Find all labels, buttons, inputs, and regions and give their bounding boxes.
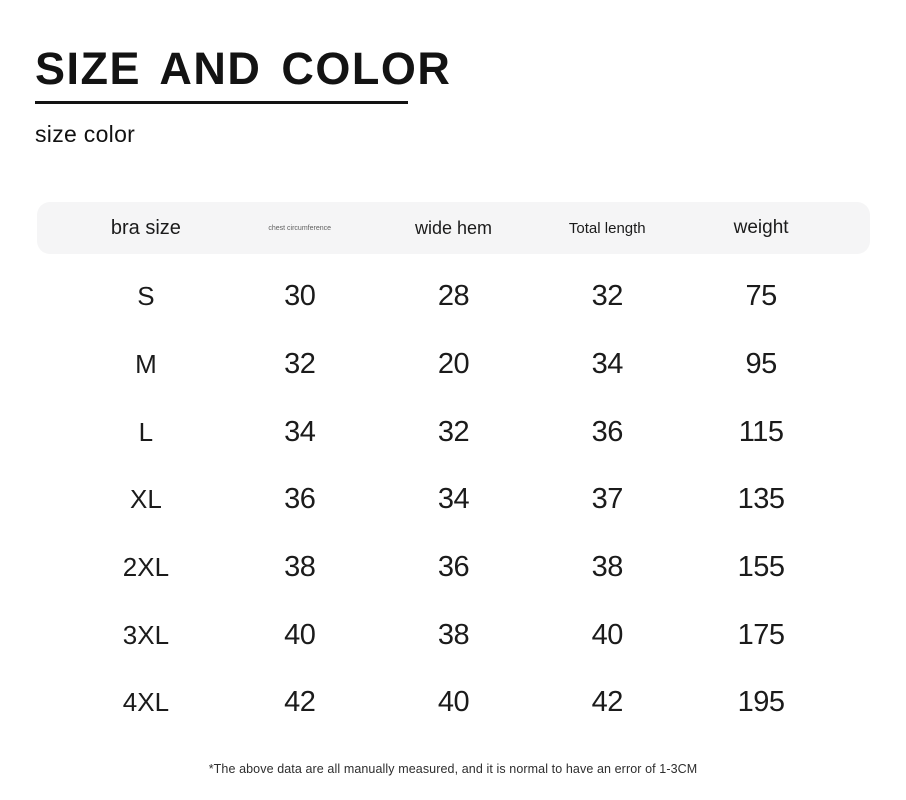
- wide-hem-value-cell: 32: [437, 415, 470, 448]
- table-row: [37, 398, 870, 466]
- page-subtitle: size color: [35, 120, 136, 147]
- chest-value-cell: 34: [284, 415, 316, 448]
- table-row: [37, 534, 870, 602]
- length-value-cell: 40: [591, 618, 623, 651]
- length-value-cell: 42: [591, 686, 623, 719]
- size-label-cell: L: [138, 416, 154, 447]
- chest-value-cell: 42: [284, 686, 316, 719]
- length-value-cell: 32: [591, 280, 623, 313]
- chest-value-cell: 36: [284, 483, 316, 516]
- wide-hem-value-cell: 38: [437, 618, 470, 651]
- wide-hem-value-cell: 36: [437, 551, 470, 584]
- size-table-body: [37, 263, 870, 737]
- length-value-cell: 38: [591, 551, 623, 584]
- column-header-wide-hem: wide hem: [414, 217, 493, 238]
- title-underline: [35, 101, 408, 104]
- length-value-cell: 34: [591, 348, 623, 381]
- size-label-cell: 3XL: [122, 619, 170, 650]
- column-header-weight: weight: [733, 217, 789, 238]
- wide-hem-value-cell: 40: [437, 686, 470, 719]
- heading-block: [35, 44, 451, 148]
- size-label-cell: M: [135, 349, 157, 380]
- chest-value-cell: 32: [284, 348, 316, 381]
- size-label-cell: S: [137, 281, 155, 312]
- wide-hem-value-cell: 34: [437, 483, 470, 516]
- table-row: [37, 263, 870, 331]
- chest-value-cell: 40: [284, 618, 316, 651]
- weight-value-cell: 75: [745, 280, 777, 313]
- size-label-cell: 2XL: [122, 552, 170, 583]
- wide-hem-value-cell: 20: [437, 348, 470, 381]
- wide-hem-value-cell: 28: [437, 280, 470, 313]
- table-row: [37, 466, 870, 534]
- size-table: [37, 202, 870, 737]
- column-header-bra-size: bra size: [110, 216, 181, 239]
- size-table-header: [37, 202, 870, 254]
- chest-value-cell: 38: [284, 551, 316, 584]
- weight-value-cell: 95: [745, 348, 777, 381]
- weight-value-cell: 135: [737, 483, 785, 516]
- table-row: [37, 669, 870, 737]
- measurement-disclaimer: *The above data are all manually measured, and it is normal to have an error of 1-3CM: [208, 762, 698, 776]
- weight-value-cell: 195: [737, 686, 785, 719]
- weight-value-cell: 115: [738, 415, 784, 448]
- page-title: SIZE AND COLOR: [35, 43, 452, 94]
- length-value-cell: 36: [591, 415, 623, 448]
- column-header-chest-circumference: chest circumference: [268, 224, 332, 232]
- chest-value-cell: 30: [284, 280, 316, 313]
- table-row: [37, 601, 870, 669]
- size-label-cell: XL: [129, 484, 162, 515]
- table-row: [37, 331, 870, 399]
- weight-value-cell: 155: [737, 551, 785, 584]
- length-value-cell: 37: [591, 483, 623, 516]
- column-header-total-length: Total length: [568, 219, 646, 237]
- weight-value-cell: 175: [737, 618, 785, 651]
- size-label-cell: 4XL: [122, 687, 170, 718]
